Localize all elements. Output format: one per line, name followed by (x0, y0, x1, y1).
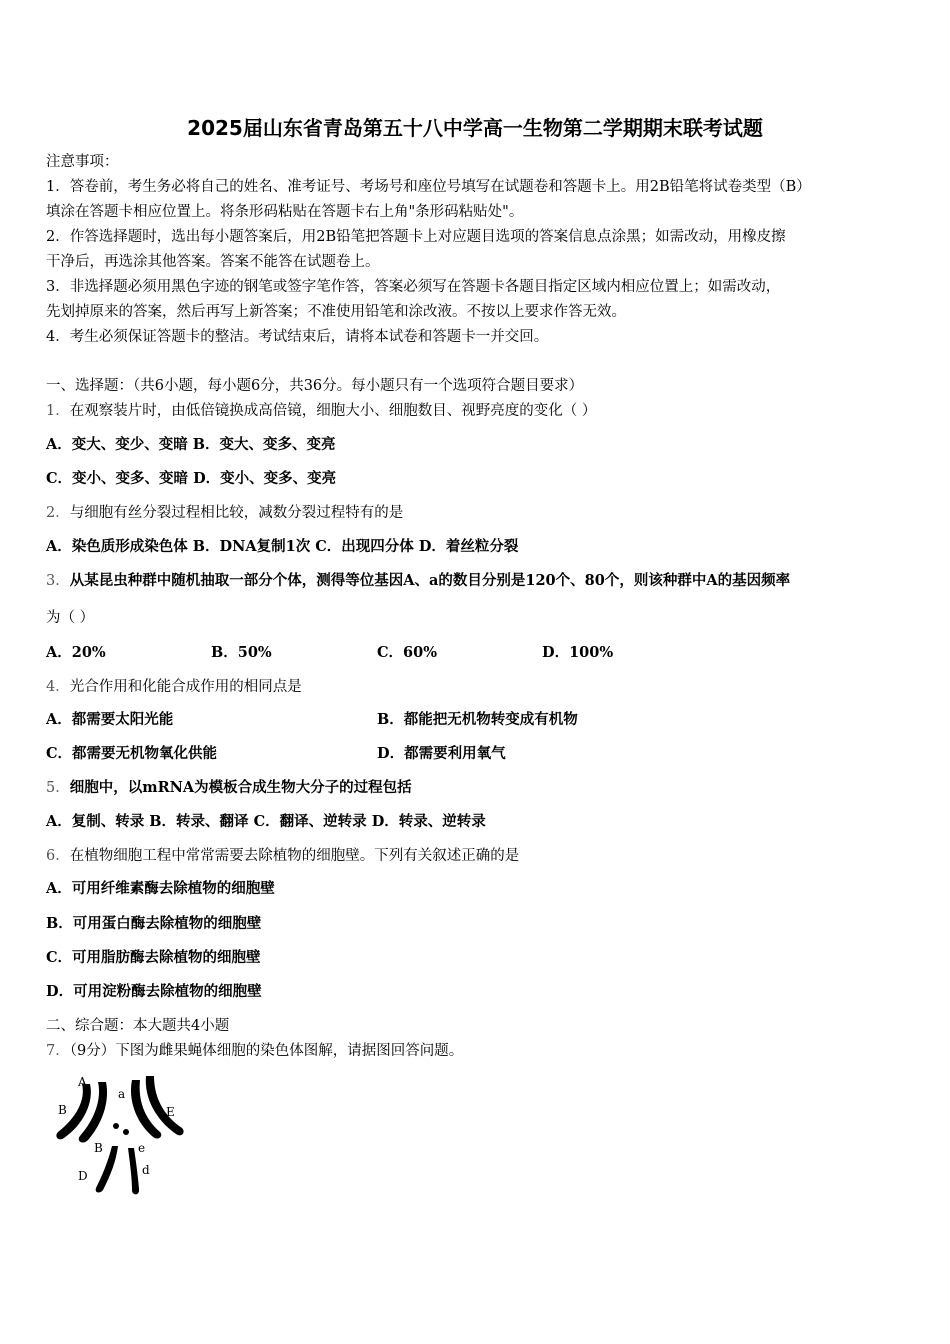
gene-label-e: e (138, 1141, 146, 1155)
question-number: 5． (46, 780, 70, 796)
question-1 (46, 401, 596, 421)
dot-chromosome (123, 1129, 129, 1135)
q6-option-b: B．可用蛋白酶去除植物的细胞壁 (46, 915, 262, 932)
q6-option-d: D．可用淀粉酶去除植物的细胞壁 (46, 983, 262, 1000)
q3-option-a: A．20% (46, 644, 106, 661)
question-number: 3． (46, 573, 70, 589)
q4-option-c: C．都需要无机物氧化供能 (46, 745, 218, 762)
gene-label-D: D (78, 1169, 88, 1183)
gene-label-d: d (142, 1163, 150, 1177)
gene-label-a: a (118, 1087, 126, 1101)
notice-item-2a: 2．作答选择题时，选出每小题答案后，用2B铅笔把答题卡上对应题目选项的答案信息点涂黑；如需改动，用橡皮擦 (46, 229, 786, 245)
notice-item-1a: 1．答卷前，考生务必将自己的姓名、准考证号、考场号和座位号填写在试题卷和答题卡上。用2B铅笔将试卷类型（B） (46, 179, 811, 195)
question-3 (46, 571, 790, 591)
q6-option-a: A．可用纤维素酶去除植物的细胞壁 (46, 880, 275, 897)
notice-item-2b: 干净后，再选涂其他答案。答案不能答在试题卷上。 (46, 254, 380, 270)
q2-options: A．染色质形成染色体 B．DNA复制1次 C．出现四分体 D．着丝粒分裂 (46, 538, 519, 555)
q5-options: A．复制、转录 B．转录、翻译 C．翻译、逆转录 D．转录、逆转录 (46, 813, 486, 830)
section-2-heading: 二、综合题：本大题共4小题 (46, 1018, 230, 1034)
question-text: 细胞中，以mRNA为模板合成生物大分子的过程包括 (69, 779, 412, 796)
q4-option-b: B．都能把无机物转变成有机物 (377, 711, 578, 728)
question-text: 在植物细胞工程中常常需要去除植物的细胞壁。下列有关叙述正确的是 (69, 848, 520, 864)
notice-item-1b: 填涂在答题卡相应位置上。将条形码粘贴在答题卡右上角"条形码粘贴处"。 (46, 204, 524, 220)
question-2 (46, 503, 403, 523)
dot-chromosome (113, 1123, 119, 1129)
q1-options-ab: A．变大、变少、变暗 B．变大、变多、变亮 (46, 436, 336, 453)
notice-item-3a: 3．非选择题必须用黑色字迹的钢笔或签字笔作答，答案必须写在答题卡各题目指定区域内相应位置上；如需改动， (46, 279, 781, 295)
question-text: （9分）下图为雌果蝇体细胞的染色体图解，请据图回答问题。 (69, 1043, 464, 1059)
question-number: 6． (46, 848, 70, 864)
question-number: 1． (46, 403, 70, 419)
gene-label-A: A (78, 1075, 87, 1089)
question-text: 在观察装片时，由低倍镜换成高倍镜，细胞大小、细胞数目、视野亮度的变化（ ） (69, 403, 597, 419)
gene-label-E: E (166, 1105, 175, 1119)
q3-option-d: D．100% (542, 644, 614, 661)
q3-option-c: C．60% (377, 644, 437, 661)
page-title: 2025届山东省青岛第五十八中学高一生物第二学期期末联考试题 (187, 116, 763, 140)
q4-option-d: D．都需要利用氧气 (377, 745, 506, 762)
notice-item-4: 4．考生必须保证答题卡的整洁。考试结束后，请将本试卷和答题卡一并交回。 (46, 329, 549, 345)
gene-label-B-center: B (94, 1141, 103, 1155)
notice-item-3b: 先划掉原来的答案，然后再写上新答案；不准使用铅笔和涂改液。不按以上要求作答无效。 (46, 304, 626, 320)
section-1-heading: 一、选择题：（共6小题，每小题6分，共36分。每小题只有一个选项符合题目要求） (46, 378, 584, 394)
question-4 (46, 677, 302, 697)
q3-option-b: B．50% (211, 644, 272, 661)
question-7 (46, 1041, 463, 1061)
q4-option-a: A．都需要太阳光能 (46, 711, 174, 728)
question-number: 7． (46, 1043, 70, 1059)
chromosome-figure (46, 1070, 196, 1200)
question-text: 从某昆虫种群中随机抽取一部分个体，测得等位基因A、a的数目分别是120个、80个，则该种群中A的基因频率 (69, 572, 791, 589)
question-3-cont: 为（ ） (46, 610, 95, 626)
question-text: 光合作用和化能合成作用的相同点是 (69, 679, 302, 695)
question-number: 4． (46, 679, 70, 695)
question-6 (46, 846, 519, 866)
gene-label-B-left: B (58, 1103, 67, 1117)
question-number: 2． (46, 505, 70, 521)
question-text: 与细胞有丝分裂过程相比较，减数分裂过程特有的是 (69, 505, 404, 521)
q6-option-c: C．可用脂肪酶去除植物的细胞壁 (46, 949, 261, 966)
question-5 (46, 778, 412, 798)
q1-options-cd: C．变小、变多、变暗 D．变小、变多、变亮 (46, 470, 337, 487)
notice-heading: 注意事项： (46, 154, 119, 170)
